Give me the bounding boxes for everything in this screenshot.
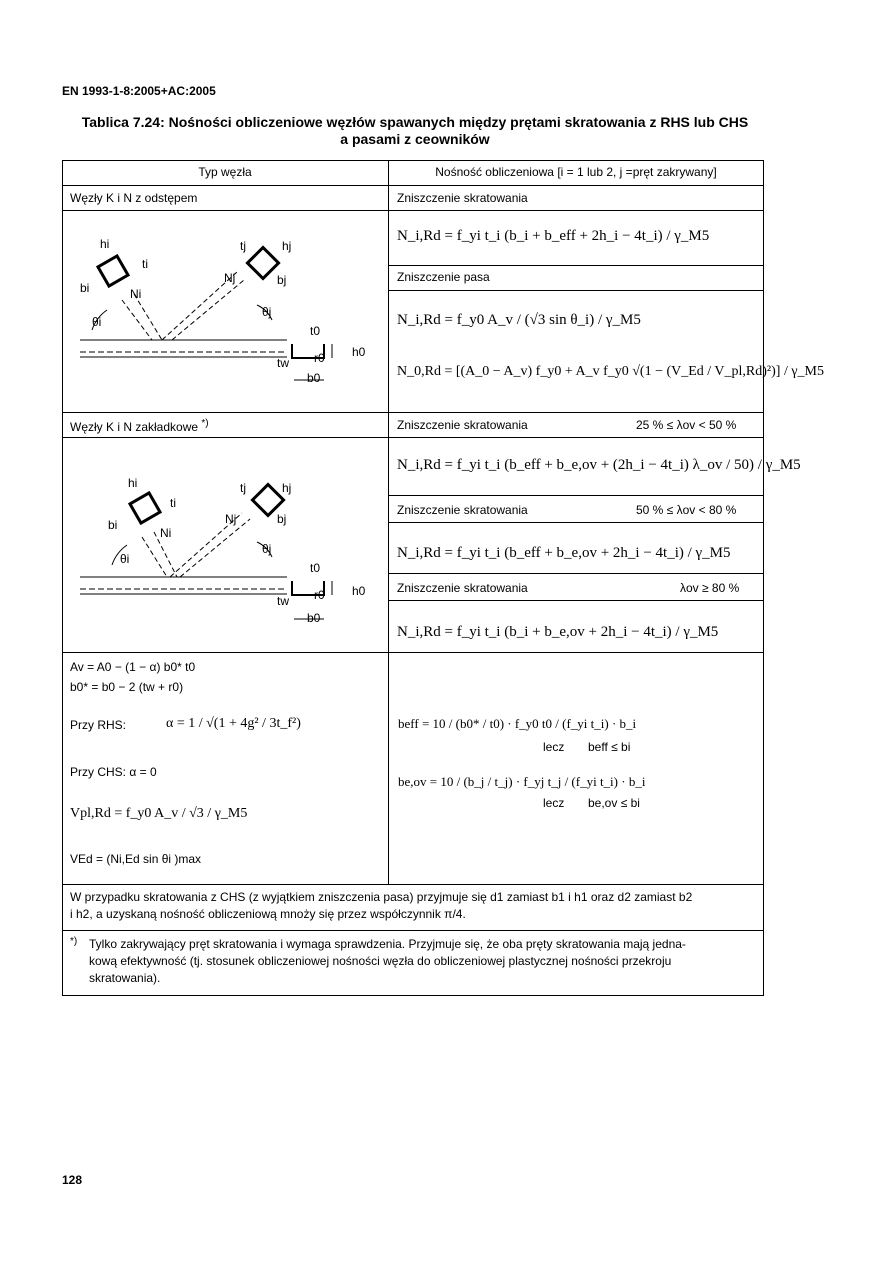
label-tj-2: tj xyxy=(240,481,246,495)
label-r0: r0 xyxy=(314,351,325,365)
label-nj-2: Nj xyxy=(225,512,237,526)
label-r0-2: r0 xyxy=(314,588,325,602)
table-title-line-2: a pasami z ceowników xyxy=(340,131,490,147)
gap-brace-formula: N_i,Rd = f_yi t_i (b_i + b_eff + 2h_i − 4t_i) / γ_M5 xyxy=(397,228,710,244)
overlap-case2-range: 50 % ≤ λov < 80 % xyxy=(636,503,737,517)
overlap-case1-formula: N_i,Rd = f_yi t_i (b_eff + b_e,ov + (2h_i − 4t_i) λ_ov / 50) / γ_M5 xyxy=(397,457,801,473)
label-bj-2: bj xyxy=(277,512,287,526)
def-ved: VEd = (Ni,Ed sin θi )max xyxy=(70,852,202,866)
overlap-case1-failure-label: Zniszczenie skratowania xyxy=(397,418,528,432)
overlap-case3-formula: N_i,Rd = f_yi t_i (b_i + b_e,ov + 2h_i − 4t_i) / γ_M5 xyxy=(397,624,719,640)
label-h0-2: h0 xyxy=(352,584,366,598)
chs-note xyxy=(70,889,692,923)
column-header-resistance: Nośność obliczeniowa [i = 1 lub 2, j =pręt zakrywany] xyxy=(435,165,717,179)
label-b0: b0 xyxy=(307,371,321,385)
label-ni-2: Ni xyxy=(160,526,172,540)
def-chs: Przy CHS: α = 0 xyxy=(70,765,157,779)
page-number: 128 xyxy=(62,1173,83,1187)
overlap-footnote-mark: *) xyxy=(201,418,209,429)
def-beff: beff = 10 / (b0* / t0) · f_y0 t0 / (f_yi t_i) · b_i xyxy=(398,716,637,731)
standard-reference: EN 1993-1-8:2005+AC:2005 xyxy=(62,84,216,98)
label-hi: hi xyxy=(100,237,110,251)
gap-joint-label: Węzły K i N z odstępem xyxy=(70,191,198,205)
label-ni: Ni xyxy=(130,287,142,301)
label-tw: tw xyxy=(277,356,289,370)
label-theta-j-2: θj xyxy=(262,542,272,556)
chs-note-line-1: W przypadku skratowania z CHS (z wyjątkiem zniszczenia pasa) przyjmuje się d1 zamiast b1 i h1 oraz d2 zamiast b2 xyxy=(70,890,693,904)
label-bi: bi xyxy=(80,281,90,295)
footnote-line-2: kową efektywność (tj. stosunek obliczeniowej nośności węzła do obliczeniowej plastycznej nośności przekroju xyxy=(89,954,672,968)
label-bi-2: bi xyxy=(108,518,118,532)
overlap-joint-label xyxy=(70,418,209,434)
overlap-joint-label-text: Węzły K i N zakładkowe xyxy=(70,420,199,434)
def-beov: be,ov = 10 / (b_j / t_j) · f_yj t_j / (f_yi t_i) · b_i xyxy=(398,774,646,789)
footnote xyxy=(89,936,686,987)
label-hj-2: hj xyxy=(282,481,292,495)
def-vpl-rd: Vpl,Rd = f_y0 A_v / √3 / γ_M5 xyxy=(70,806,248,821)
gap-joint-diagram xyxy=(62,210,388,412)
overlap-case3-range: λov ≥ 80 % xyxy=(680,581,740,595)
def-b0-star: b0* = b0 − 2 (tw + r0) xyxy=(70,680,184,694)
label-nj: Nj xyxy=(224,271,236,285)
label-bj: bj xyxy=(277,273,287,287)
def-beov-lecz: lecz xyxy=(543,796,565,810)
table-title xyxy=(62,114,768,148)
overlap-case2-failure-label: Zniszczenie skratowania xyxy=(397,503,528,517)
overlap-case1-range: 25 % ≤ λov < 50 % xyxy=(636,418,737,432)
label-b0-2: b0 xyxy=(307,611,321,625)
label-tj: tj xyxy=(240,239,246,253)
footnote-mark: *) xyxy=(70,936,78,947)
label-theta-i: θi xyxy=(92,315,102,329)
def-rhs-alpha: α = 1 / √(1 + 4g² / 3t_f²) xyxy=(166,716,301,731)
label-t0: t0 xyxy=(310,324,321,338)
footnote-line-1: Tylko zakrywający pręt skratowania i wymaga sprawdzenia. Przyjmuje się, że oba pręty skratowania mają jedna- xyxy=(89,937,686,951)
def-av: Av = A0 − (1 − α) b0* t0 xyxy=(70,660,196,674)
label-h0: h0 xyxy=(352,345,366,359)
label-hi-2: hi xyxy=(128,476,138,490)
column-header-joint-type: Typ węzła xyxy=(198,165,252,179)
footnote-line-3: skratowania). xyxy=(89,971,161,985)
label-hj: hj xyxy=(282,239,292,253)
label-tw-2: tw xyxy=(277,594,289,608)
label-theta-j: θj xyxy=(262,305,272,319)
label-ti-2: ti xyxy=(170,496,176,510)
def-beov-condition: be,ov ≤ bi xyxy=(588,796,640,810)
def-beff-condition: beff ≤ bi xyxy=(588,740,631,754)
chs-note-line-2: i h2, a uzyskaną nośność obliczeniową mnoży się przez współczynnik π/4. xyxy=(70,907,466,921)
label-theta-i-2: θi xyxy=(120,552,130,566)
gap-chord-formula-1: N_i,Rd = f_y0 A_v / (√3 sin θ_i) / γ_M5 xyxy=(397,312,641,328)
gap-chord-formula-2: N_0,Rd = [(A_0 − A_v) f_y0 + A_v f_y0 √(1 − (V_Ed / V_pl,Rd)²)] / γ_M5 xyxy=(397,364,824,379)
label-t0-2: t0 xyxy=(310,561,321,575)
table-title-line-1: Tablica 7.24: Nośności obliczeniowe węzłów spawanych między prętami skratowania z RHS lub CHS xyxy=(81,114,749,130)
label-ti: ti xyxy=(142,257,148,271)
gap-brace-failure-label: Zniszczenie skratowania xyxy=(397,191,528,205)
overlap-joint-diagram xyxy=(62,437,388,652)
overlap-case2-formula: N_i,Rd = f_yi t_i (b_eff + b_e,ov + 2h_i − 4t_i) / γ_M5 xyxy=(397,545,731,561)
def-beff-lecz: lecz xyxy=(543,740,565,754)
def-rhs-label: Przy RHS: xyxy=(70,718,127,732)
overlap-case3-failure-label: Zniszczenie skratowania xyxy=(397,581,528,595)
gap-chord-failure-label: Zniszczenie pasa xyxy=(397,270,490,284)
